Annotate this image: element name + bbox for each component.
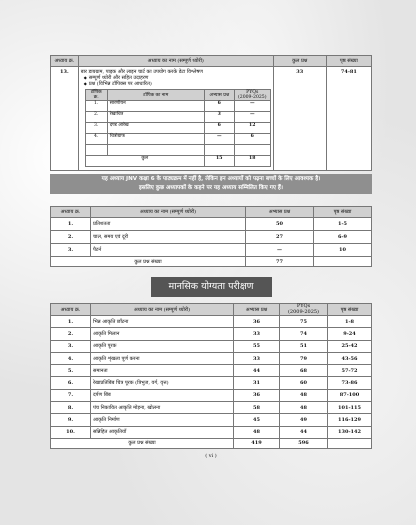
page-range: 9-24 <box>328 328 372 340</box>
header-chapter-no: अध्याय क्र. <box>51 56 79 67</box>
bullet-icon: ◆ <box>83 81 87 86</box>
chapter-number: 7. <box>51 389 91 401</box>
inner-header <box>85 90 270 101</box>
chapter-name: आकृति निर्माण <box>91 414 234 426</box>
chapter-name: आकृति पूरक <box>91 340 234 352</box>
page <box>50 55 372 459</box>
chapter-name: पंच निकायित आकृति मोड़ना, खोलना <box>91 402 234 414</box>
page-range: 87-100 <box>328 389 372 401</box>
pyqs-count: 79 <box>280 352 328 364</box>
section-title: मानसिक योग्यता परीक्षण <box>151 277 272 297</box>
table-row <box>51 352 372 364</box>
practice-count: 36 <box>234 316 280 328</box>
pyqs-count: 44 <box>280 426 328 438</box>
chapter-name: आकृति शृंखला पूर्ण करना <box>91 352 234 364</box>
table-header <box>51 56 372 67</box>
page-range: 1-8 <box>328 316 372 328</box>
chapter-title: बार डायग्राम, पाइक और लाइन चार्ट का उपयोग करके डेटा विश्लेषण <box>80 69 203 75</box>
total-row: कुल 15 18 <box>85 156 270 167</box>
pyqs-count: 49 <box>280 414 328 426</box>
inner-header-practice: अभ्यास प्रश्न <box>204 90 234 101</box>
table-header: अध्याय क्र. अध्याय का नाम (सम्पूर्ण थ्योरी) अभ्यास प्रश्न पृष्ठ संख्या <box>51 207 372 218</box>
table-row <box>51 365 372 377</box>
table-row <box>51 67 372 171</box>
total-row: कुल प्रश्न संख्या 77 <box>51 257 372 267</box>
table-row: 2. चाल, समय एवं दूरी 27 6-9 <box>51 231 372 244</box>
table-row <box>51 426 372 438</box>
table-header: अध्याय क्र. अध्याय का नाम (सम्पूर्ण थ्योरी) अभ्यास प्रश्न PYQs (2009-2025) पृष्ठ संख्या <box>51 304 372 316</box>
page-range: 43-56 <box>328 352 372 364</box>
practice-count: 31 <box>234 377 280 389</box>
chapter-table-2 <box>50 206 372 267</box>
header-page-range: पृष्ठ संख्या <box>326 56 371 67</box>
chapter-name: दर्पण बिंब <box>91 389 234 401</box>
table-row <box>51 389 372 401</box>
total-row: कुल प्रश्न संख्या 419 596 <box>51 438 372 448</box>
table-row: 3. पैटर्न — 10 <box>51 244 372 257</box>
page-range: 130-142 <box>328 426 372 438</box>
chapter-name: समानता <box>91 365 234 377</box>
table-row: 3. दण्ड आरेख 6 12 <box>85 123 270 134</box>
list-item: ◆ सम्पूर्ण थ्योरी और सहित उदाहरण <box>83 75 149 81</box>
chapter-number: 1. <box>51 316 91 328</box>
page-range: 101-115 <box>328 402 372 414</box>
chapter-name: भिन्न आकृति छाँटना <box>91 316 234 328</box>
page-range: 73-86 <box>328 377 372 389</box>
page-range: 116-129 <box>328 414 372 426</box>
pyqs-count: 48 <box>280 402 328 414</box>
page-range: 74-81 <box>326 67 371 171</box>
practice-count: 48 <box>234 426 280 438</box>
table-row <box>51 328 372 340</box>
header-chapter-name: अध्याय का नाम (सम्पूर्ण थ्योरी) <box>78 56 273 67</box>
table-row <box>51 402 372 414</box>
chapter-number: 4. <box>51 352 91 364</box>
chapter-number: 8. <box>51 402 91 414</box>
table-row: 1. सारणीयन 6 — <box>85 101 270 112</box>
pyqs-count: 75 <box>280 316 328 328</box>
practice-count: 33 <box>234 328 280 340</box>
chapter-number: 13. <box>51 67 79 171</box>
pyqs-count: 51 <box>280 340 328 352</box>
bullet-icon: ◆ <box>83 75 87 80</box>
practice-count: 44 <box>234 365 280 377</box>
table-row: 2. रेखाचित्र 3 — <box>85 112 270 123</box>
table-row <box>51 340 372 352</box>
practice-count: 55 <box>234 340 280 352</box>
chapter-number: 6. <box>51 377 91 389</box>
pyqs-count: 74 <box>280 328 328 340</box>
practice-count: 36 <box>234 389 280 401</box>
page-number: ( vi ) <box>205 452 217 459</box>
table-row <box>85 145 270 156</box>
chapter-number: 10. <box>51 426 91 438</box>
notice-banner: यह अध्याय JNV कक्षा 6 के पाठ्यक्रम में नहीं है, लेकिन इन अध्यायों को पढ़ना बच्चों के लिए आवश्यक है। इसलिए कुछ अध्यापकों के कहने पर यह अध्याय सम्मिलित किए गए हैं। <box>50 174 372 194</box>
chapter-name: आकृति मिलान <box>91 328 234 340</box>
pyqs-count: 68 <box>280 365 328 377</box>
list-item: ◆ प्रश्न (विभिन्न टॉपिक्स पर आधारित) <box>83 81 152 87</box>
inner-header-topic-no: टॉपिक क्र. <box>85 90 107 101</box>
practice-count: 33 <box>234 352 280 364</box>
chapter-table-1 <box>50 55 372 171</box>
chapter-number: 2. <box>51 328 91 340</box>
header-total-questions: कुल प्रश्न <box>273 56 326 67</box>
chapter-name: सन्निहित आकृतियाँ <box>91 426 234 438</box>
page-range: 25-42 <box>328 340 372 352</box>
pyqs-count: 48 <box>280 389 328 401</box>
chapter-number: 5. <box>51 365 91 377</box>
inner-header-pyqs: PYQs (2009-2025) <box>234 90 270 101</box>
topic-table <box>85 89 271 167</box>
table-row: 4. चित्रोग्राफ — 6 <box>85 134 270 145</box>
chapter-name: रेखाप्रतिबिंब चित्र पूरक (त्रिभुज, वर्ग, वृत्त) <box>91 377 234 389</box>
inner-header-topic-name: टॉपिक का नाम <box>107 90 204 101</box>
total-questions: 33 <box>273 67 326 171</box>
chapter-content <box>78 67 273 171</box>
practice-count: 58 <box>234 402 280 414</box>
chapter-table-3 <box>50 303 372 449</box>
table-body <box>51 316 372 439</box>
table-row <box>51 414 372 426</box>
pyqs-count: 60 <box>280 377 328 389</box>
table-row <box>51 316 372 328</box>
page-range: 57-72 <box>328 365 372 377</box>
chapter-number: 9. <box>51 414 91 426</box>
practice-count: 45 <box>234 414 280 426</box>
table-row <box>51 377 372 389</box>
table-row: 1. प्रतिशतता 50 1-5 <box>51 218 372 231</box>
chapter-number: 3. <box>51 340 91 352</box>
